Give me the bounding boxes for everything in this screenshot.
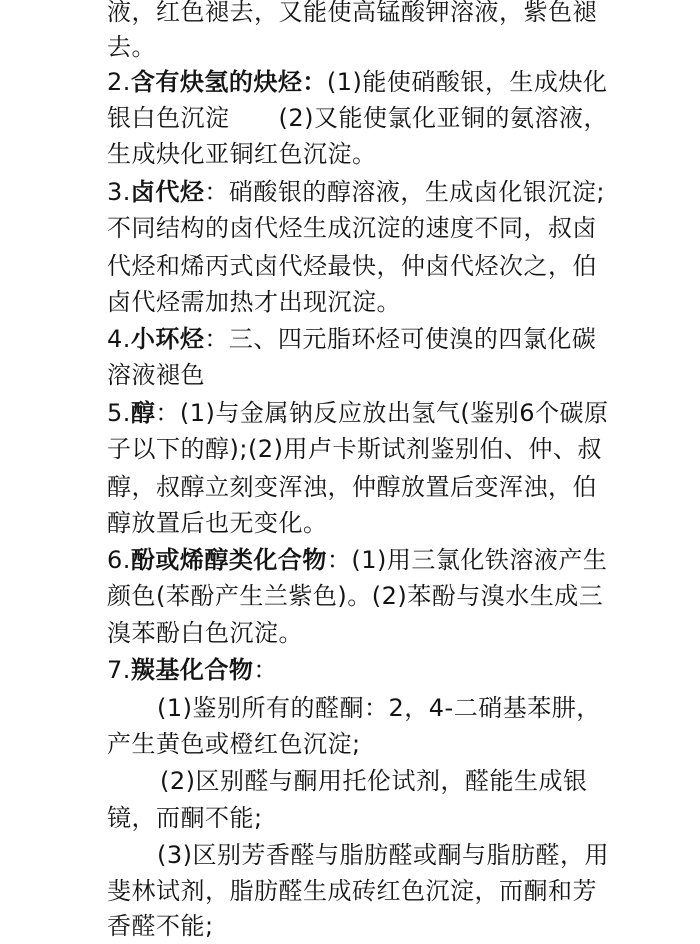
heading-alkyne: 2.含有炔氢的炔烃：(1)能使硝酸银，生成炔化 <box>107 68 608 96</box>
text-line: 溴苯酚白色沉淀。 <box>107 619 303 647</box>
text-line: 代烃和烯丙式卤代烃最快，仲卤代烃次之，伯 <box>107 252 597 280</box>
text-line: 颜色(苯酚产生兰紫色)。(2)苯酚与溴水生成三 <box>107 582 604 610</box>
text-line: 卤代烃需加热才出现沉淀。 <box>107 288 401 316</box>
heading-phenol: 6.酚或烯醇类化合物：(1)用三氯化铁溶液产生 <box>107 546 608 574</box>
text-line: (3)区别芳香醛与脂肪醛或酮与脂肪醛，用 <box>157 841 609 869</box>
heading-cycloalkane: 4.小环烃：三、四元脂环烃可使溴的四氯化碳 <box>107 325 597 353</box>
heading-alcohol: 5.醇：(1)与金属钠反应放出氢气(鉴别6个碳原 <box>107 399 609 427</box>
text-line: 液，红色褪去，又能使高锰酸钾溶液，紫色褪 <box>107 0 597 26</box>
text-line: 不同结构的卤代烃生成沉淀的速度不同，叔卤 <box>107 214 597 242</box>
text-line: 去。 <box>107 33 156 61</box>
text-line: 银白色沉淀 (2)又能使氯化亚铜的氨溶液， <box>107 104 608 132</box>
text-line: 斐林试剂，脂肪醛生成砖红色沉淀，而酮和芳 <box>107 877 597 905</box>
text-line: 镜，而酮不能; <box>107 804 263 832</box>
text-line: (1)鉴别所有的醛酮：2，4-二硝基苯肼， <box>157 694 601 722</box>
text-line: 溶液褪色 <box>107 361 205 389</box>
text-line: 生成炔化亚铜红色沉淀。 <box>107 140 377 168</box>
heading-carbonyl: 7.羰基化合物： <box>107 656 278 684</box>
text-line: 产生黄色或橙红色沉淀; <box>107 730 361 758</box>
text-line: 醇放置后也无变化。 <box>107 509 328 537</box>
text-line: 香醛不能; <box>107 912 214 940</box>
text-line: (2)区别醛与酮用托伦试剂，醛能生成银 <box>160 767 588 795</box>
text-line: 醇，叔醇立刻变浑浊，仲醇放置后变浑浊，伯 <box>107 473 597 501</box>
heading-haloalkane: 3.卤代烃：硝酸银的醇溶液，生成卤化银沉淀; <box>107 178 605 206</box>
text-line: 子以下的醇);(2)用卢卡斯试剂鉴别伯、仲、叔 <box>107 435 602 463</box>
